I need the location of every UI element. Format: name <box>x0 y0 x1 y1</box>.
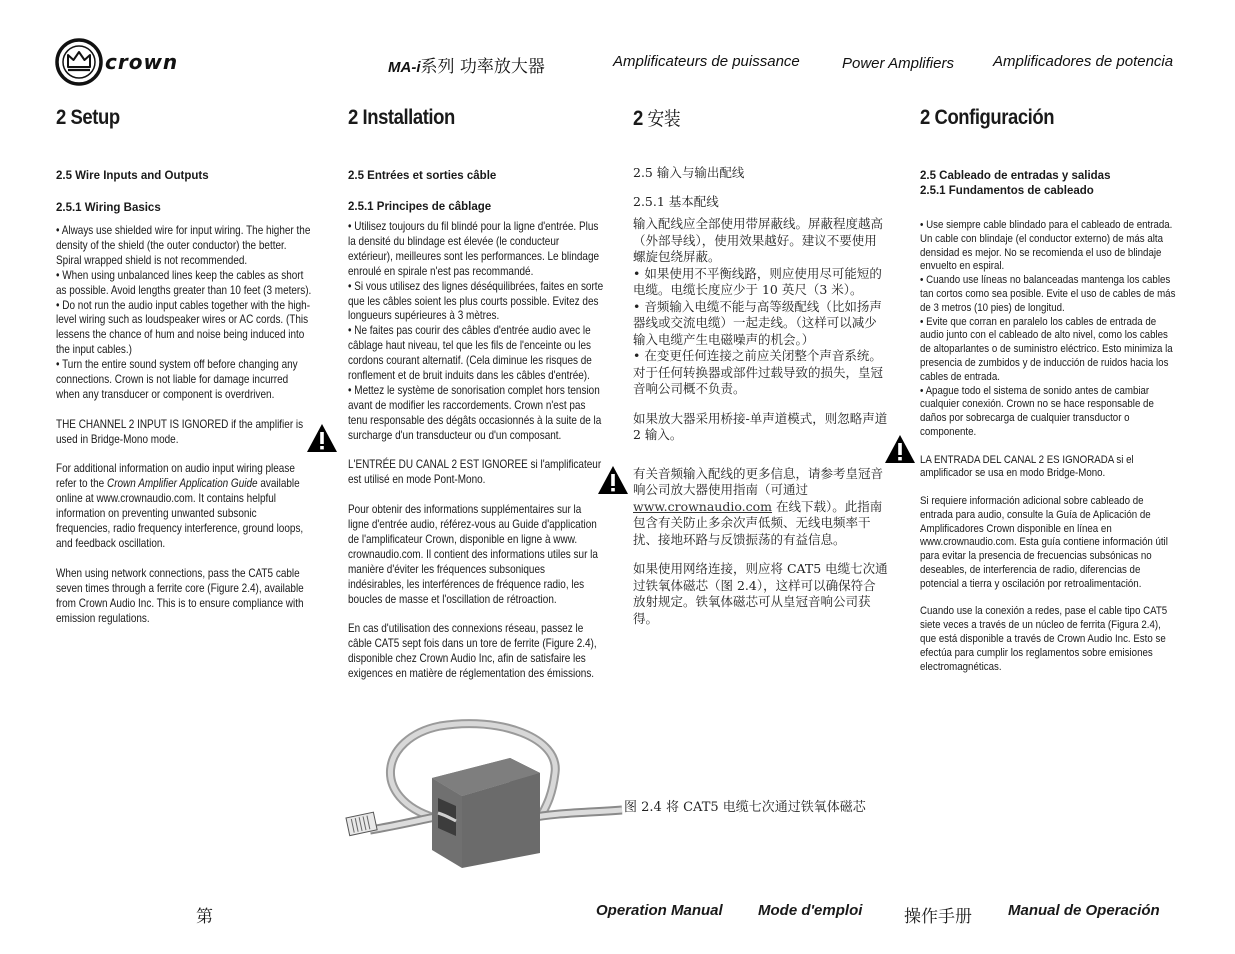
brand-wordmark: crown <box>105 50 179 74</box>
header-en: Power Amplifiers <box>842 55 954 72</box>
bullet-separate-cables: • Do not run the audio input cables together with the high-level wiring such as loudspeaker wires or AC cords. (This lessens the chance of hum and noise being induced into the input cables.) <box>56 298 311 357</box>
network-note: Cuando use la conexión a redes, pase el cable tipo CAT5 siete veces a través de un núcleo de ferrita (Figura 2.4), que está disponible a través de Crown Audio Inc. Esto se efectúa para cumplir los reglamentos sobre emisiones electromagnéticas. <box>920 605 1168 673</box>
additional-info: For additional information on audio input wiring please refer to the Crown Amplifier Application Guide available online at www.crownaudio.com. It contains helpful information on preventing unwanted subsonic frequencies, radio frequency interference, ground loops, and feedback oscillation. <box>56 462 304 550</box>
ferrite-core-illustration <box>340 718 625 873</box>
bridge-mono-note: LA ENTRADA DEL CANAL 2 ES IGNORADA si el amplificador se usa en modo Bridge-Mono. <box>920 453 1134 480</box>
bullet-shielded-wire: • Use siempre cable blindado para el cableado de entrada. Un cable con blindaje (el conductor externo) de más alta densidad es mejor. No se recomienda el uso de blindaje envuelto en espiral. <box>920 219 1173 273</box>
bridge-mono-note: THE CHANNEL 2 INPUT IS IGNORED if the amplifier is used in Bridge-Mono mode. <box>56 417 304 446</box>
warning-icon <box>305 422 339 454</box>
bullet-power-off: • Mettez le système de sonorisation complet hors tension avant de modifier les raccordements. Crown n'est pas tenu responsable des dégâts occasionnés à la suite de la surcharge d'un transducteur ou d'un composant. <box>348 383 602 442</box>
crown-logo <box>55 38 205 88</box>
subsection-heading: 2.5.1 Wiring Basics <box>56 202 161 214</box>
bullet-unbalanced-lines: • Cuando use líneas no balanceadas mantenga los cables tan cortos como sea posible. Evite el uso de cables de más de 3 metros (10 pies) de longitud. <box>920 274 1176 314</box>
header-model <box>388 52 545 77</box>
subsection-heading: 2.5.1 Principes de câblage <box>348 201 492 213</box>
additional-info: Pour obtenir des informations supplémentaires sur la ligne d'entrée audio, référez-vous au Guide d'application de l'amplificateur Crown, disponible en ligne à www. crownaudio.com. Il contient des informations utiles sur la manière d'éviter les fréquences subsoniques indésirables, les interférences de fréquence radio, les boucles de masse et l'oscillation de rétroaction. <box>348 503 598 606</box>
bullet-unbalanced-lines: • When using unbalanced lines keep the cables as short as possible. Avoid lengths greater than 10 feet (3 meters). <box>56 268 312 297</box>
bullet-unbalanced-lines: • 如果使用不平衡线路，则应使用尽可能短的电缆。电缆长度应少于 10 英尺（3 米）。 <box>633 265 882 297</box>
network-note: When using network connections, pass the CAT5 cable seven times through a ferrite core (Figure 2.4), available from Crown Audio Inc. This is to ensure compliance with emission regulations. <box>56 566 304 625</box>
section-title: 2 Configuración <box>920 106 1055 129</box>
network-note: 如果使用网络连接，则应将 CAT5 电缆七次通过铁氧体磁芯（图 2.4），这样可以确保符合放射规定。铁氧体磁芯可从皇冠音响公司获得。 <box>633 561 888 626</box>
additional-info: 有关音频输入配线的更多信息，请参考皇冠音响公司放大器使用指南（可通过www.crownaudio.com 在线下载）。此指南包含有关防止多余次声低频、无线电频率干扰、接地环路与反馈振荡的有益信息。 <box>633 465 884 547</box>
footer-es: Manual de Operación <box>1008 902 1160 919</box>
additional-info: Si requiere información adicional sobre cableado de entrada para audio, consulte la Guía de Aplicación de Amplificadores Crown disponible en línea en www.crownaudio.com. Esta guía contiene información útil para evitar la presencia de frecuencias subsónicas no deseables, de interferencia de radio, diferencias de potencial a tierra y oscilación por retroalimentación. <box>920 494 1168 590</box>
bullet-power-off: • 在变更任何连接之前应关闭整个声音系统。对于任何转换器或部件过载导致的损失，皇冠音响公司概不负责。 <box>633 348 884 396</box>
bridge-mono-note: L'ENTRÉE DU CANAL 2 EST IGNOREE si l'amplificateur est utilisé en mode Pont-Mono. <box>348 458 602 487</box>
section-title: 2 安装 <box>633 107 681 130</box>
section-heading: 2.5 Wire Inputs and Outputs <box>56 170 209 182</box>
warning-icon <box>596 464 630 496</box>
model-name: MA-i <box>388 59 421 76</box>
bridge-mono-note: 如果放大器采用桥接-单声道模式，则忽略声道 2 输入。 <box>633 410 888 442</box>
section-heading: 2.5 输入与输出配线 <box>633 165 745 180</box>
warning-icon <box>883 433 917 465</box>
footer-page-cn: 第 <box>196 907 213 927</box>
section-heading: 2.5 Entrées et sorties câble <box>348 170 497 182</box>
bullet-separate-cables: • Ne faites pas courir des câbles d'entrée audio avec le câblage haut niveau, tel que les fils de l'enceinte ou les cordons courant alternatif. (Cela diminue les risques de ronflement et de bruit induits dans les câbles d'entrée). <box>348 324 592 383</box>
subsection-heading: 2.5.1 Fundamentos de cableado <box>920 185 1094 197</box>
footer-cn: 操作手册 <box>904 907 972 927</box>
crownaudio-link[interactable]: www.crownaudio.com <box>633 498 773 514</box>
para-shielded-wire: 输入配线应全部使用带屏蔽线。屏蔽程度越高（外部导线），使用效果越好。建议不要使用螺旋包绕屏蔽。 <box>633 216 884 264</box>
subsection-heading: 2.5.1 基本配线 <box>633 193 719 209</box>
bullet-separate-cables: • Evite que corran en paralelo los cables de entrada de audio junto con el cableado de alto nivel, como los cables de altoparlantes o de suministro eléctrico. Esto minimiza la presencia de zumbidos y de inducción de ruidos hacia los cables de entrada. <box>920 315 1173 383</box>
section-title: 2 Installation <box>348 106 455 129</box>
column-english <box>56 106 314 641</box>
column-chinese <box>633 104 888 640</box>
bullet-shielded-wire: • Always use shielded wire for input wiring. The higher the density of the shield (the outer conductor) the better. Spiral wrapped shield is not recommended. <box>56 224 311 267</box>
guide-title: Crown Amplifier Application Guide <box>106 477 258 491</box>
network-note: En cas d'utilisation des connexions réseau, passez le câble CAT5 sept fois dans un tore de ferrite (Figure 2.4), disponible chez Crown Audio Inc, afin de satisfaire les exigences en matière de réglementation des émissions. <box>348 622 597 681</box>
section-title: 2 Setup <box>56 106 120 129</box>
section-heading: 2.5 Cableado de entradas y salidas 2.5.1 Fundamentos de cableado <box>920 169 1178 199</box>
header-es: Amplificadores de potencia <box>993 53 1174 70</box>
bullet-unbalanced-lines: • Si vous utilisez des lignes déséquilibrées, faites en sorte que les câbles soient les plus courts possible. Evitez des longueurs supérieures à 3 mètres. <box>348 279 604 323</box>
column-french <box>348 106 604 697</box>
column-spanish <box>920 106 1178 689</box>
footer-fr: Mode d'emploi <box>758 902 863 919</box>
bullet-separate-cables: • 音频输入电缆不能与高等级配线（比如扬声器线或交流电缆）一起走线。（这样可以减少输入电缆产生电磁噪声的机会。） <box>633 298 882 347</box>
header-fr: Amplificateurs de puissance <box>613 53 800 70</box>
figure-caption: 图 2.4 将 CAT5 电缆七次通过铁氧体磁芯 <box>624 800 866 815</box>
bullet-power-off: • Apague todo el sistema de sonido antes de cambiar cualquier conexión. Crown no se hace responsable de daños por sobrecarga de cualquier transductor o componente. <box>920 384 1154 438</box>
bullet-shielded-wire: • Utilisez toujours du fil blindé pour la ligne d'entrée. Plus la densité du blindage est élevée (le conducteur extérieur), meilleures sont les performances. Le blindage enroulé en spirale n'est pas recommandé. <box>348 220 600 278</box>
bullet-power-off: • Turn the entire sound system off before changing any connections. Crown is not liable for damage incurred when any transducer or component is overdriven. <box>56 358 298 401</box>
footer-en: Operation Manual <box>596 902 723 919</box>
model-name-cn: 系列 功率放大器 <box>420 57 545 77</box>
